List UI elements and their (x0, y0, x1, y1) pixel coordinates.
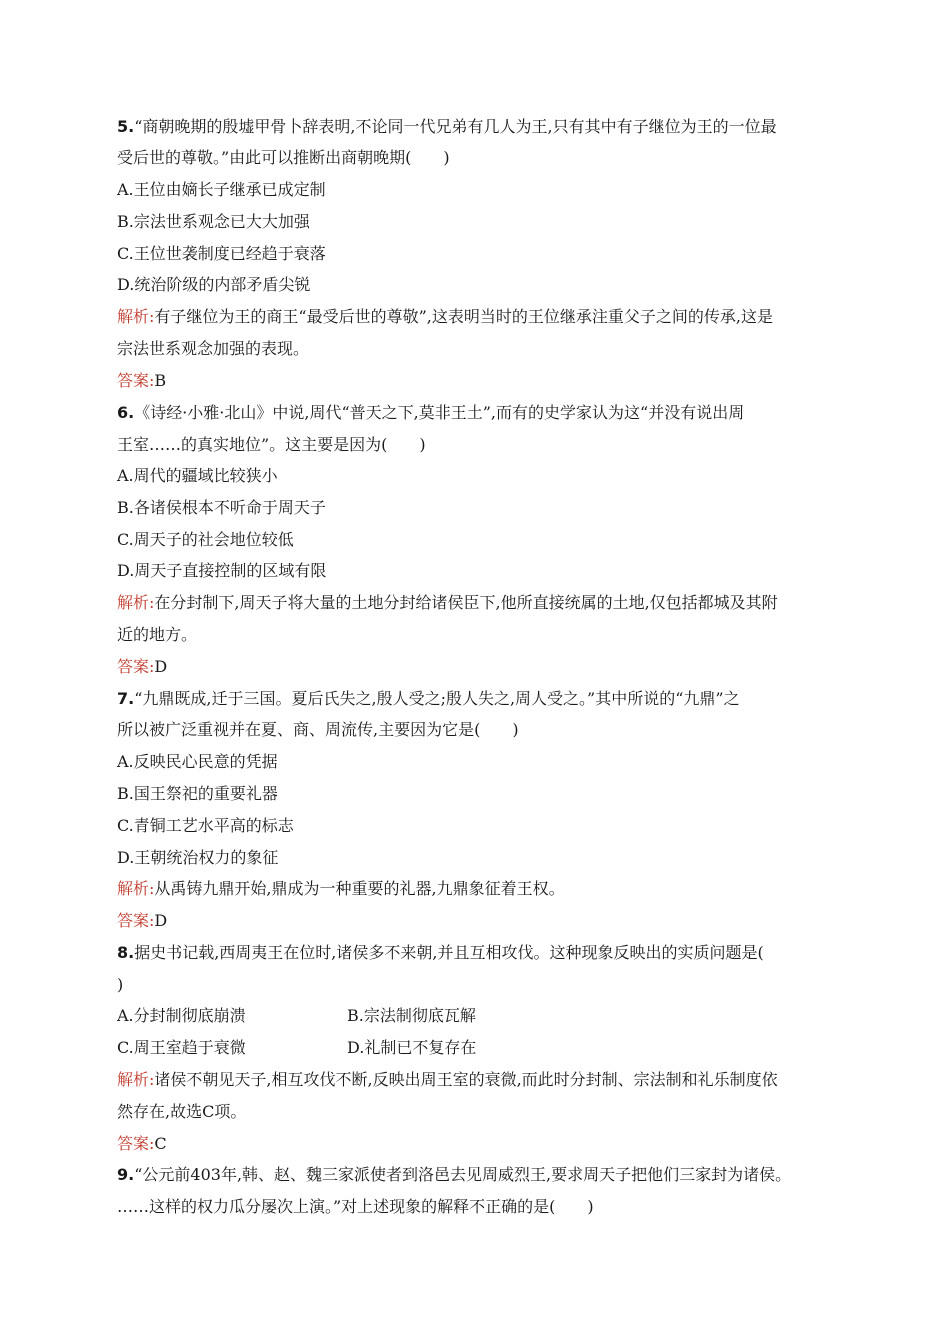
question-9-stem-line-1: 9.“公元前403年,韩、赵、魏三家派使者到洛邑去见周威烈王,要求周天子把他们三家封为诸侯。 (117, 1165, 792, 1184)
question-6-option-b: B.各诸侯根本不听命于周天子 (117, 498, 326, 517)
answer-label: 答案: (117, 1134, 155, 1153)
answer-label: 答案: (117, 911, 155, 930)
question-5-option-b: B.宗法世系观念已大大加强 (117, 212, 310, 231)
question-5-option-d: D.统治阶级的内部矛盾尖锐 (117, 275, 311, 294)
question-6-option-d: D.周天子直接控制的区域有限 (117, 561, 327, 580)
question-8-answer: 答案:C (117, 1134, 167, 1153)
question-7-stem-line-1: 7.“九鼎既成,迁于三国。夏后氏失之,殷人受之;殷人失之,周人受之。”其中所说的“九鼎”之 (117, 689, 740, 708)
question-7-option-a: A.反映民心民意的凭据 (117, 752, 278, 771)
question-7-stem-line-2: 所以被广泛重视并在夏、商、周流传,主要因为它是( ) (117, 720, 519, 739)
question-8-option-b: B.宗法制彻底瓦解 (347, 1006, 476, 1025)
question-6-stem-line-1: 6.《诗经·小雅·北山》中说,周代“普天之下,莫非王土”,而有的史学家认为这“并没有说出周 (117, 403, 745, 422)
analysis-label: 解析: (117, 879, 155, 898)
question-5-analysis-line-1: 解析:有子继位为王的商王“最受后世的尊敬”,这表明当时的王位继承注重父子之间的传承,这是 (117, 307, 773, 326)
question-7-option-b: B.国王祭祀的重要礼器 (117, 784, 278, 803)
question-6-analysis-line-1: 解析:在分封制下,周天子将大量的土地分封给诸侯臣下,他所直接统属的土地,仅包括都城及其附 (117, 593, 778, 612)
question-8-stem-line-2: ) (117, 975, 124, 994)
question-8-options-row-1 (117, 1005, 537, 1027)
question-5-option-a: A.王位由嫡长子继承已成定制 (117, 180, 326, 199)
question-number: 6. (117, 403, 135, 422)
question-5-option-c: C.王位世袭制度已经趋于衰落 (117, 244, 326, 263)
question-8-analysis-line-1: 解析:诸侯不朝见天子,相互攻伐不断,反映出周王室的衰微,而此时分封制、宗法制和礼乐制度依 (117, 1070, 778, 1089)
question-6-option-a: A.周代的疆域比较狭小 (117, 466, 278, 485)
answer-label: 答案: (117, 657, 155, 676)
question-number: 8. (117, 943, 135, 962)
question-8-option-d: D.礼制已不复存在 (347, 1038, 477, 1057)
question-number: 5. (117, 117, 135, 136)
question-7-option-c: C.青铜工艺水平高的标志 (117, 816, 294, 835)
question-8-analysis-line-2: 然存在,故选C项。 (117, 1102, 247, 1121)
question-7-answer: 答案:D (117, 911, 168, 930)
question-number: 7. (117, 689, 135, 708)
question-8-stem-line-1: 8.据史书记载,西周夷王在位时,诸侯多不来朝,并且互相攻伐。这种现象反映出的实质问题是( (117, 943, 764, 962)
question-6-stem-line-2: 王室……的真实地位”。这主要是因为( ) (117, 435, 426, 454)
answer-label: 答案: (117, 371, 155, 390)
question-6-answer: 答案:D (117, 657, 168, 676)
question-5-answer: 答案:B (117, 371, 167, 390)
question-7-option-d: D.王朝统治权力的象征 (117, 848, 279, 867)
question-8-option-c: C.周王室趋于衰微 (117, 1038, 246, 1057)
question-5-stem-line-1: 5.“商朝晚期的殷墟甲骨卜辞表明,不论同一代兄弟有几人为王,只有其中有子继位为王的一位最 (117, 117, 777, 136)
question-6-analysis-line-2: 近的地方。 (117, 625, 198, 644)
question-5-analysis-line-2: 宗法世系观念加强的表现。 (117, 339, 310, 358)
question-6-option-c: C.周天子的社会地位较低 (117, 530, 294, 549)
question-number: 9. (117, 1165, 135, 1184)
analysis-label: 解析: (117, 1070, 155, 1089)
question-8-option-a: A.分封制彻底崩溃 (117, 1006, 246, 1025)
question-5-stem-line-2: 受后世的尊敬。”由此可以推断出商朝晚期( ) (117, 148, 450, 167)
question-7-analysis-line-1: 解析:从禹铸九鼎开始,鼎成为一种重要的礼器,九鼎象征着王权。 (117, 879, 565, 898)
analysis-label: 解析: (117, 593, 155, 612)
analysis-label: 解析: (117, 307, 155, 326)
question-8-options-row-2 (117, 1037, 537, 1059)
question-9-stem-line-2: ……这样的权力瓜分屡次上演。”对上述现象的解释不正确的是( ) (117, 1197, 594, 1216)
